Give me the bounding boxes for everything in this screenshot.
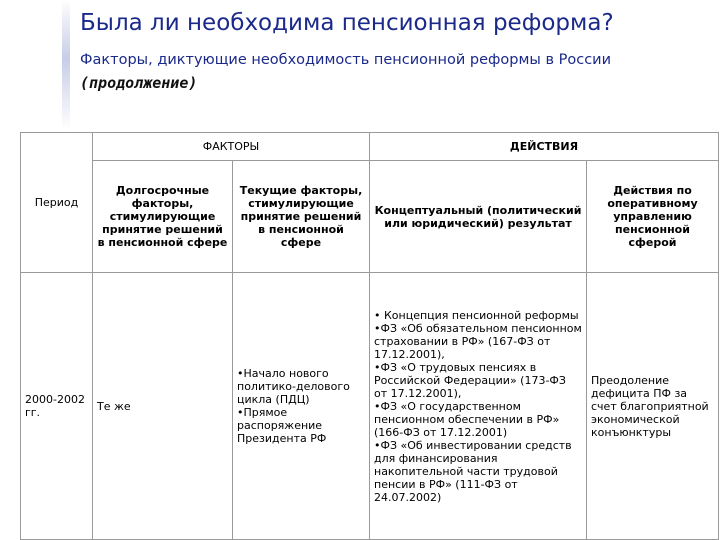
header-current-factors: Текущие факторы, стимулирующие принятие решений в пенсионной сфере [233,161,370,273]
table-group-header-row [21,133,719,161]
slide-title: Была ли необходима пенсионная реформа? [80,10,614,36]
cell-period: 2000-2002 гг. [21,273,93,540]
table-row [21,273,719,540]
conceptual-result-item: •ФЗ «О трудовых пенсиях в Российской Федерации» (173-ФЗ от 17.12.2001), [374,360,566,400]
conceptual-result-item: • Концепция пенсионной реформы [374,308,579,322]
header-factors: ФАКТОРЫ [93,133,370,161]
conceptual-result-item: •ФЗ «О государственном пенсионном обеспечении в РФ» (166-ФЗ от 17.12.2001) [374,399,560,439]
header-operational-actions: Действия по оперативному управлению пенсионной сферой [587,161,719,273]
header-conceptual-result: Концептуальный (политический или юридический) результат [370,161,587,273]
cell-current [233,273,370,540]
header-period: Период [21,133,93,273]
slide-subtitle-continued: (продолжение) [80,74,198,92]
factors-table [20,132,719,540]
header-longterm-factors: Долгосрочные факторы, стимулирующие принятие решений в пенсионной сфере [93,161,233,273]
cell-operational: Преодоление дефицита ПФ за счет благоприятной экономической конъюнктуры [587,273,719,540]
current-factor-item: •Прямое распоряжение Президента РФ [237,406,327,445]
accent-bar [62,0,70,130]
cell-longterm: Те же [93,273,233,540]
current-factor-item: •Начало нового политико-делового цикла (ПДЦ) [237,367,350,406]
conceptual-result-item: •ФЗ «Об обязательном пенсионном страховании в РФ» (167-ФЗ от 17.12.2001), [374,321,582,361]
slide-subtitle: Факторы, диктующие необходимость пенсионной реформы в России [80,52,612,68]
header-actions: ДЕЙСТВИЯ [370,133,719,161]
table-column-header-row [21,161,719,273]
cell-conceptual [370,273,587,540]
conceptual-result-item: •ФЗ «Об инвестировании средств для финансирования накопительной части трудовой пенсии в РФ» (111-ФЗ от 24.07.2002) [374,438,572,504]
